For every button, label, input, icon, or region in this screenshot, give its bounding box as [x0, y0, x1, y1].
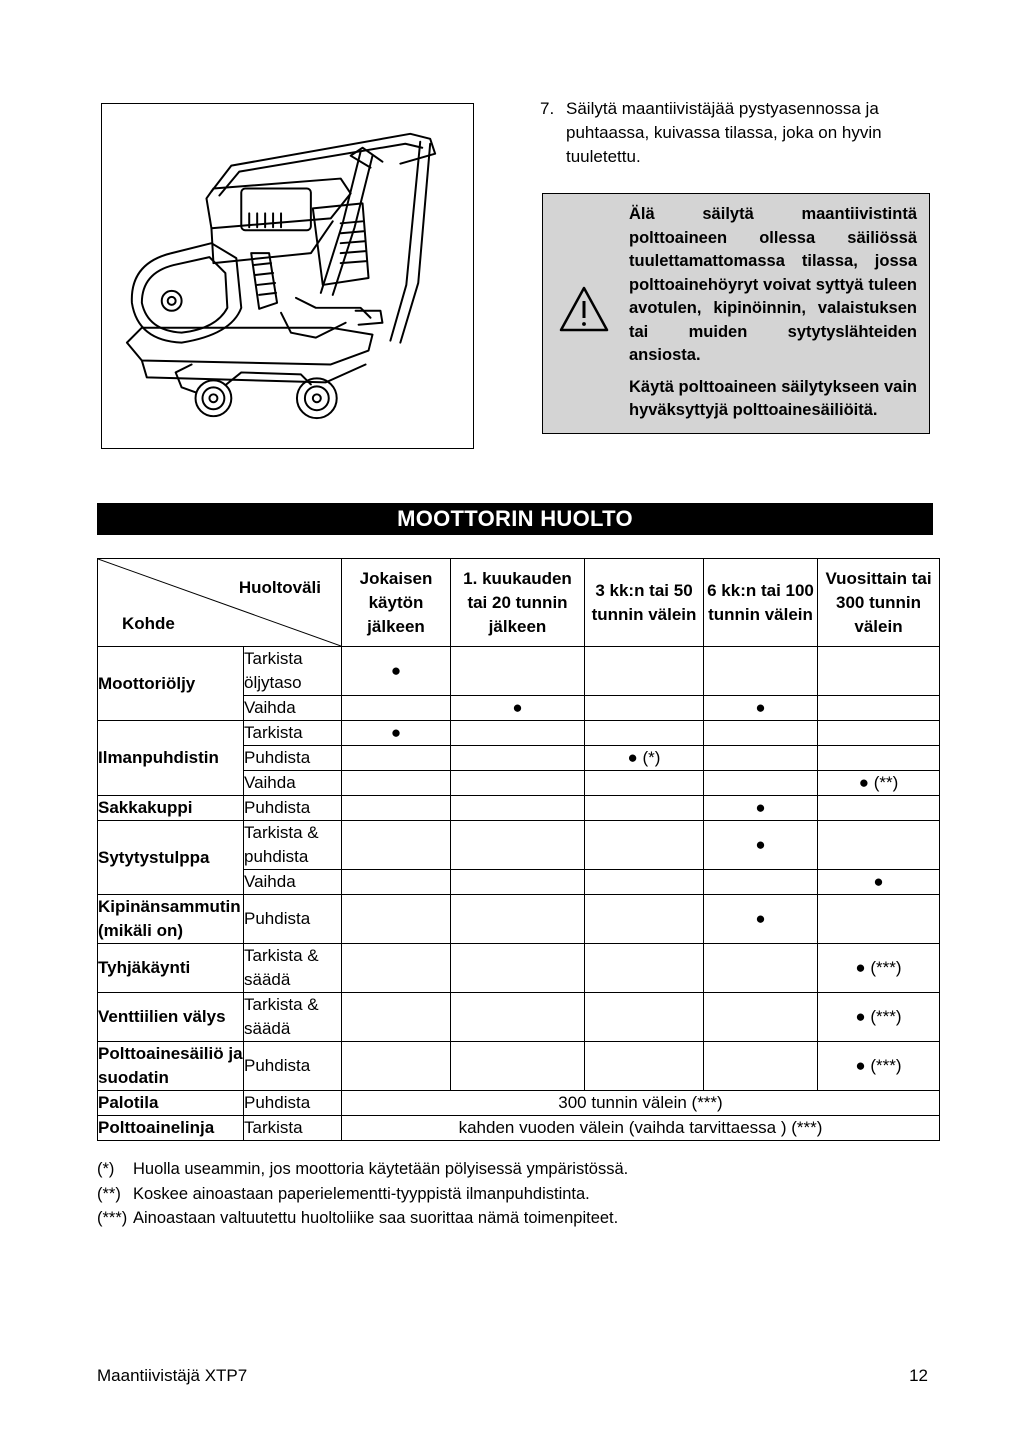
- table-row: [98, 647, 940, 696]
- schedule-mark: ●: [342, 647, 451, 696]
- column-header: 3 kk:n tai 50 tunnin välein: [585, 559, 704, 647]
- column-header: 1. kuukauden tai 20 tunnin jälkeen: [451, 559, 585, 647]
- table-row: [98, 944, 940, 993]
- action-label: Puhdista: [244, 796, 342, 821]
- footnote-text: Ainoastaan valtuutettu huoltoliike saa suorittaa nämä toimenpiteet.: [133, 1209, 619, 1227]
- action-label: Tarkista & säädä: [244, 944, 342, 993]
- item-label: Polttoainelinja: [98, 1116, 244, 1141]
- footnote-text: Huolla useammin, jos moottoria käytetään pölyisessä ympäristössä.: [133, 1160, 629, 1178]
- table-row: [98, 993, 940, 1042]
- item-label: Tyhjäkäynti: [98, 944, 244, 993]
- action-label: Tarkista & säädä: [244, 993, 342, 1042]
- footnotes: [97, 1157, 897, 1231]
- action-label: Vaihda: [244, 771, 342, 796]
- warning-paragraph-1: Älä säilytä maantiivistintä polttoaineen ollessa säiliössä tuulettamattomassa tilassa, jossa polttoainehöyryt voivat syttyä tuleen avotulen, kipinöinnin, valaistuksen tai muiden sytytyslähteiden ansiosta.: [629, 205, 917, 364]
- table-row: [98, 1116, 940, 1141]
- schedule-mark: ●: [818, 870, 940, 895]
- section-title: MOOTTORIN HUOLTO: [97, 503, 933, 535]
- item-label: Ilmanpuhdistin: [98, 721, 244, 796]
- schedule-span-text: 300 tunnin välein (***): [342, 1091, 940, 1116]
- action-label: Vaihda: [244, 870, 342, 895]
- column-header: Vuosittain tai 300 tunnin välein: [818, 559, 940, 647]
- schedule-mark: ● (***): [818, 944, 940, 993]
- table-row: [98, 1042, 940, 1091]
- schedule-mark: ●: [342, 721, 451, 746]
- footnote: [97, 1206, 897, 1231]
- warning-triangle-icon: [559, 286, 609, 332]
- page-number: 12: [909, 1366, 928, 1385]
- schedule-mark: ●: [704, 895, 818, 944]
- maintenance-table: [97, 558, 940, 1141]
- column-header: 6 kk:n tai 100 tunnin välein: [704, 559, 818, 647]
- item-label: Kipinänsammutin (mikäli on): [98, 895, 244, 944]
- table-row: [98, 721, 940, 746]
- corner-interval-label: Huoltoväli: [238, 578, 321, 597]
- item-label: Polttoainesäiliö ja suodatin: [98, 1042, 244, 1091]
- schedule-mark: ● (**): [818, 771, 940, 796]
- item-label: Palotila: [98, 1091, 244, 1116]
- schedule-mark: ●: [704, 696, 818, 721]
- schedule-mark: ● (*): [585, 746, 704, 771]
- action-label: Puhdista: [244, 1091, 342, 1116]
- action-label: Puhdista: [244, 746, 342, 771]
- table-header-row: [98, 559, 940, 647]
- footer-document-title: Maantiivistäjä XTP7: [97, 1366, 248, 1385]
- schedule-mark: ●: [704, 796, 818, 821]
- step-number: 7.: [540, 99, 555, 118]
- schedule-span-text: kahden vuoden välein (vaihda tarvittaessa ) (***): [342, 1116, 940, 1141]
- column-header: Jokaisen käytön jälkeen: [342, 559, 451, 647]
- footnote-mark: (*): [97, 1160, 115, 1178]
- action-label: Puhdista: [244, 895, 342, 944]
- action-label: Tarkista & puhdista: [244, 821, 342, 870]
- footnote-text: Koskee ainoastaan paperielementti-tyyppistä ilmanpuhdistinta.: [133, 1184, 590, 1203]
- table-row: [98, 895, 940, 944]
- footnote: [97, 1157, 897, 1182]
- footnote-mark: (***): [97, 1209, 128, 1227]
- footnote-mark: (**): [97, 1184, 121, 1203]
- compactor-illustration: [101, 103, 474, 449]
- item-label: Sakkakuppi: [98, 796, 244, 821]
- step-7: [540, 97, 930, 169]
- warning-paragraph-2: Käytä polttoaineen säilytykseen vain hyväksyttyjä polttoainesäiliöitä.: [629, 377, 917, 419]
- warning-text: [629, 203, 917, 431]
- item-label: Venttiilien välys: [98, 993, 244, 1042]
- table-corner-header: [98, 559, 342, 647]
- corner-item-label: Kohde: [122, 614, 175, 633]
- action-label: Puhdista: [244, 1042, 342, 1091]
- schedule-mark: ● (***): [818, 993, 940, 1042]
- item-label: Sytytystulppa: [98, 821, 244, 895]
- item-label: Moottoriöljy: [98, 647, 244, 721]
- warning-box: [542, 193, 930, 434]
- action-label: Vaihda: [244, 696, 342, 721]
- action-label: Tarkista: [244, 1116, 342, 1141]
- table-row: [98, 796, 940, 821]
- footnote: [97, 1182, 897, 1207]
- schedule-mark: ●: [451, 696, 585, 721]
- schedule-mark: ● (***): [818, 1042, 940, 1091]
- schedule-mark: ●: [704, 821, 818, 870]
- table-row: [98, 821, 940, 870]
- action-label: Tarkista öljytaso: [244, 647, 342, 696]
- step-text: Säilytä maantiivistäjää pystyasennossa ja puhtaassa, kuivassa tilassa, joka on hyvin tuuletettu.: [566, 99, 882, 166]
- table-row: [98, 1091, 940, 1116]
- action-label: Tarkista: [244, 721, 342, 746]
